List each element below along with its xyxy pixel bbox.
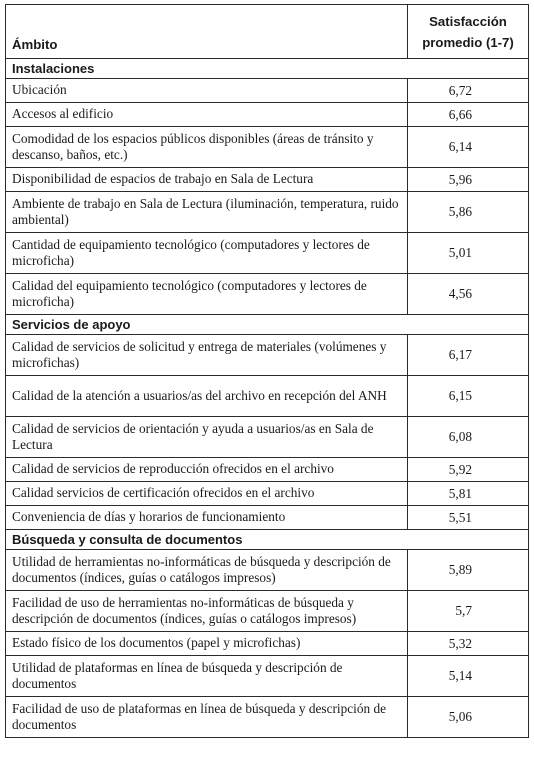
row-value: 6,08 — [408, 417, 529, 458]
table-row — [6, 697, 529, 738]
row-label: Utilidad de plataformas en línea de búsqueda y descripción de documentos — [6, 656, 408, 697]
table-row — [6, 632, 529, 656]
row-label: Estado físico de los documentos (papel y microfichas) — [6, 632, 408, 656]
table-row — [6, 458, 529, 482]
table-row — [6, 192, 529, 233]
row-label: Ambiente de trabajo en Sala de Lectura (iluminación, temperatura, ruido ambiental) — [6, 192, 408, 233]
header-satisfaccion — [408, 5, 529, 59]
table-row — [6, 79, 529, 103]
row-value: 5,96 — [408, 168, 529, 192]
row-value: 5,01 — [408, 233, 529, 274]
row-value: 6,17 — [408, 335, 529, 376]
row-label: Calidad de la atención a usuarios/as del archivo en recepción del ANH — [6, 376, 408, 417]
table-row — [6, 127, 529, 168]
row-value: 5,89 — [408, 550, 529, 591]
table-row — [6, 482, 529, 506]
header-satisfaccion-line1: Satisfacción — [429, 14, 507, 29]
table-row — [6, 417, 529, 458]
table-row — [6, 376, 529, 417]
row-value: 6,15 — [408, 376, 529, 417]
table-row — [6, 274, 529, 315]
row-label: Calidad servicios de certificación ofrecidos en el archivo — [6, 482, 408, 506]
row-label: Facilidad de uso de plataformas en línea de búsqueda y descripción de documentos — [6, 697, 408, 738]
table-row — [6, 506, 529, 530]
row-label: Accesos al edificio — [6, 103, 408, 127]
row-label: Calidad del equipamiento tecnológico (computadores y lectores de microficha) — [6, 274, 408, 315]
row-label: Disponibilidad de espacios de trabajo en Sala de Lectura — [6, 168, 408, 192]
table-row — [6, 656, 529, 697]
row-label: Cantidad de equipamiento tecnológico (computadores y lectores de microficha) — [6, 233, 408, 274]
row-value: 6,66 — [408, 103, 529, 127]
satisfaction-table-container — [5, 4, 528, 738]
section-row — [6, 59, 529, 79]
row-label: Utilidad de herramientas no-informáticas de búsqueda y descripción de documentos (índices, guías o catálogos impresos) — [6, 550, 408, 591]
section-title: Búsqueda y consulta de documentos — [6, 530, 529, 550]
row-value: 6,14 — [408, 127, 529, 168]
table-row — [6, 233, 529, 274]
row-label: Calidad de servicios de solicitud y entrega de materiales (volúmenes y microfichas) — [6, 335, 408, 376]
table-row — [6, 335, 529, 376]
row-value: 4,56 — [408, 274, 529, 315]
header-satisfaccion-line2: promedio (1-7) — [422, 35, 514, 50]
section-title: Instalaciones — [6, 59, 529, 79]
table-header-row — [6, 5, 529, 59]
table-body — [6, 5, 529, 738]
section-row — [6, 530, 529, 550]
table-row — [6, 550, 529, 591]
table-row — [6, 591, 529, 632]
row-value: 5,7 — [408, 591, 529, 632]
row-value: 5,81 — [408, 482, 529, 506]
row-value: 6,72 — [408, 79, 529, 103]
row-value: 5,86 — [408, 192, 529, 233]
row-value: 5,51 — [408, 506, 529, 530]
row-label: Calidad de servicios de orientación y ayuda a usuarios/as en Sala de Lectura — [6, 417, 408, 458]
header-ambito: Ámbito — [6, 5, 408, 59]
row-value: 5,14 — [408, 656, 529, 697]
section-title: Servicios de apoyo — [6, 315, 529, 335]
row-value: 5,06 — [408, 697, 529, 738]
row-label: Ubicación — [6, 79, 408, 103]
section-row — [6, 315, 529, 335]
table-row — [6, 168, 529, 192]
satisfaction-table — [5, 4, 529, 738]
row-value: 5,32 — [408, 632, 529, 656]
row-value: 5,92 — [408, 458, 529, 482]
row-label: Calidad de servicios de reproducción ofrecidos en el archivo — [6, 458, 408, 482]
row-label: Conveniencia de días y horarios de funcionamiento — [6, 506, 408, 530]
row-label: Facilidad de uso de herramientas no-informáticas de búsqueda y descripción de documentos (índices, guías o catálogos impresos) — [6, 591, 408, 632]
table-row — [6, 103, 529, 127]
row-label: Comodidad de los espacios públicos disponibles (áreas de tránsito y descanso, baños, etc.) — [6, 127, 408, 168]
